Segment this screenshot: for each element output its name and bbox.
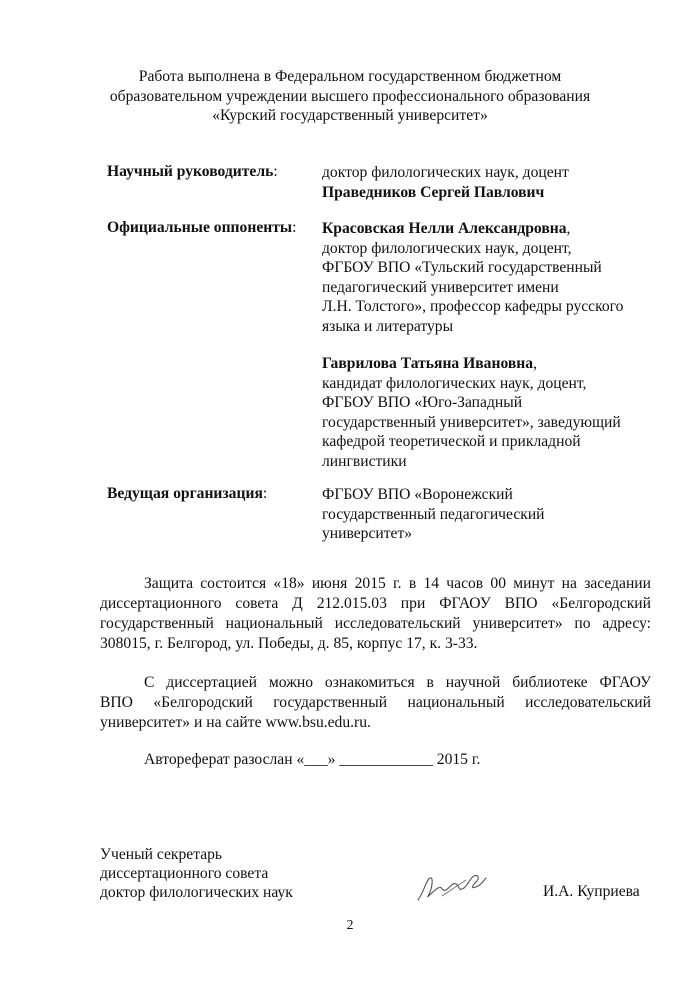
secretary-name: И.А. Куприева — [543, 883, 640, 900]
opponent-line: кандидат филологических наук, доцент, — [322, 374, 587, 392]
secretary-title: доктор филологических наук — [100, 884, 293, 901]
supervisor-degree: доктор филологических наук, доцент — [322, 164, 569, 181]
lead-org-line: университет» — [322, 525, 413, 542]
paragraph-line: ВПО «Белгородский государственный национальный исследовательский — [100, 694, 651, 711]
opponent-name: Красовская Нелли Александровна — [322, 220, 567, 237]
opponent-line: ФГБОУ ВПО «Юго-Западный — [322, 394, 523, 411]
document-header — [0, 67, 700, 126]
header-line: «Курский государственный университет» — [212, 107, 488, 124]
paragraph-line: С диссертацией можно ознакомиться в научной библиотеке ФГАОУ — [144, 674, 651, 691]
paragraph-line: диссертационного совета Д 212.015.03 при ФГАОУ ВПО «Белгородский — [100, 595, 651, 612]
opponent-name: Гаврилова Татьяна Ивановна — [322, 355, 534, 372]
defense-paragraph — [100, 574, 651, 654]
lead-org-line: государственный педагогический — [322, 505, 545, 523]
opponents-label: Официальные оппоненты: — [107, 219, 297, 236]
opponent-line: ФГБОУ ВПО «Тульский государственный — [322, 259, 602, 276]
paragraph-line: Защита состоится «18» июня 2015 г. в 14 часов 00 минут на заседании — [144, 575, 651, 592]
opponents-value — [322, 219, 623, 471]
paragraph-line: 308015, г. Белгород, ул. Победы, д. 85, корпус 17, к. 3-33. — [100, 635, 478, 652]
lead-org-label: Ведущая организация: — [107, 485, 268, 502]
mailing-line: Автореферат разослан «___» ____________ 2015 г. — [144, 751, 481, 768]
lead-org-value — [322, 485, 545, 544]
secretary-title: диссертационного совета — [100, 865, 269, 882]
lead-org-line: ФГБОУ ВПО «Воронежский — [322, 486, 513, 503]
signature-icon — [412, 866, 492, 906]
opponent-line: Л.Н. Толстого», профессор кафедры русского — [322, 298, 624, 315]
opponent-line: лингвистики — [322, 452, 407, 470]
secretary-title: Ученый секретарь — [100, 846, 223, 863]
header-line: Работа выполнена в Федеральном государственном бюджетном — [138, 68, 562, 85]
library-paragraph — [100, 673, 651, 733]
opponent-line: педагогический университет имени — [322, 278, 559, 296]
opponent-line: кафедрой теоретической и прикладной — [322, 433, 581, 450]
header-line: образовательном учреждении высшего профессионального образования — [109, 87, 591, 105]
opponent-line: доктор филологических наук, доцент, — [322, 239, 572, 257]
paragraph-line: университет» и на сайте www.bsu.edu.ru. — [100, 714, 371, 731]
opponent-second: Гаврилова Татьяна Ивановна, кандидат филологических наук, доцент, ФГБОУ ВПО «Юго-Западный государственный университет», заведующий кафедрой теоретической и прикладной лингвистики — [322, 354, 623, 471]
paragraph-line: государственный национальный исследовательский университет» по адресу: — [100, 615, 651, 632]
supervisor-label: Научный руководитель: — [107, 163, 278, 180]
opponent-line: языка и литературы — [322, 317, 454, 335]
secretary-block — [100, 845, 293, 902]
opponent-line: государственный университет», заведующий — [322, 413, 621, 431]
mailing-paragraph — [100, 750, 651, 770]
supervisor-value — [322, 163, 569, 202]
supervisor-name: Праведников Сергей Павлович — [322, 183, 545, 201]
opponent-first: Красовская Нелли Александровна, доктор филологических наук, доцент, ФГБОУ ВПО «Тульский государственный педагогический университет имени Л.Н. Толстого», профессор кафедры русского языка и литературы — [322, 220, 624, 335]
page-number: 2 — [346, 918, 354, 933]
